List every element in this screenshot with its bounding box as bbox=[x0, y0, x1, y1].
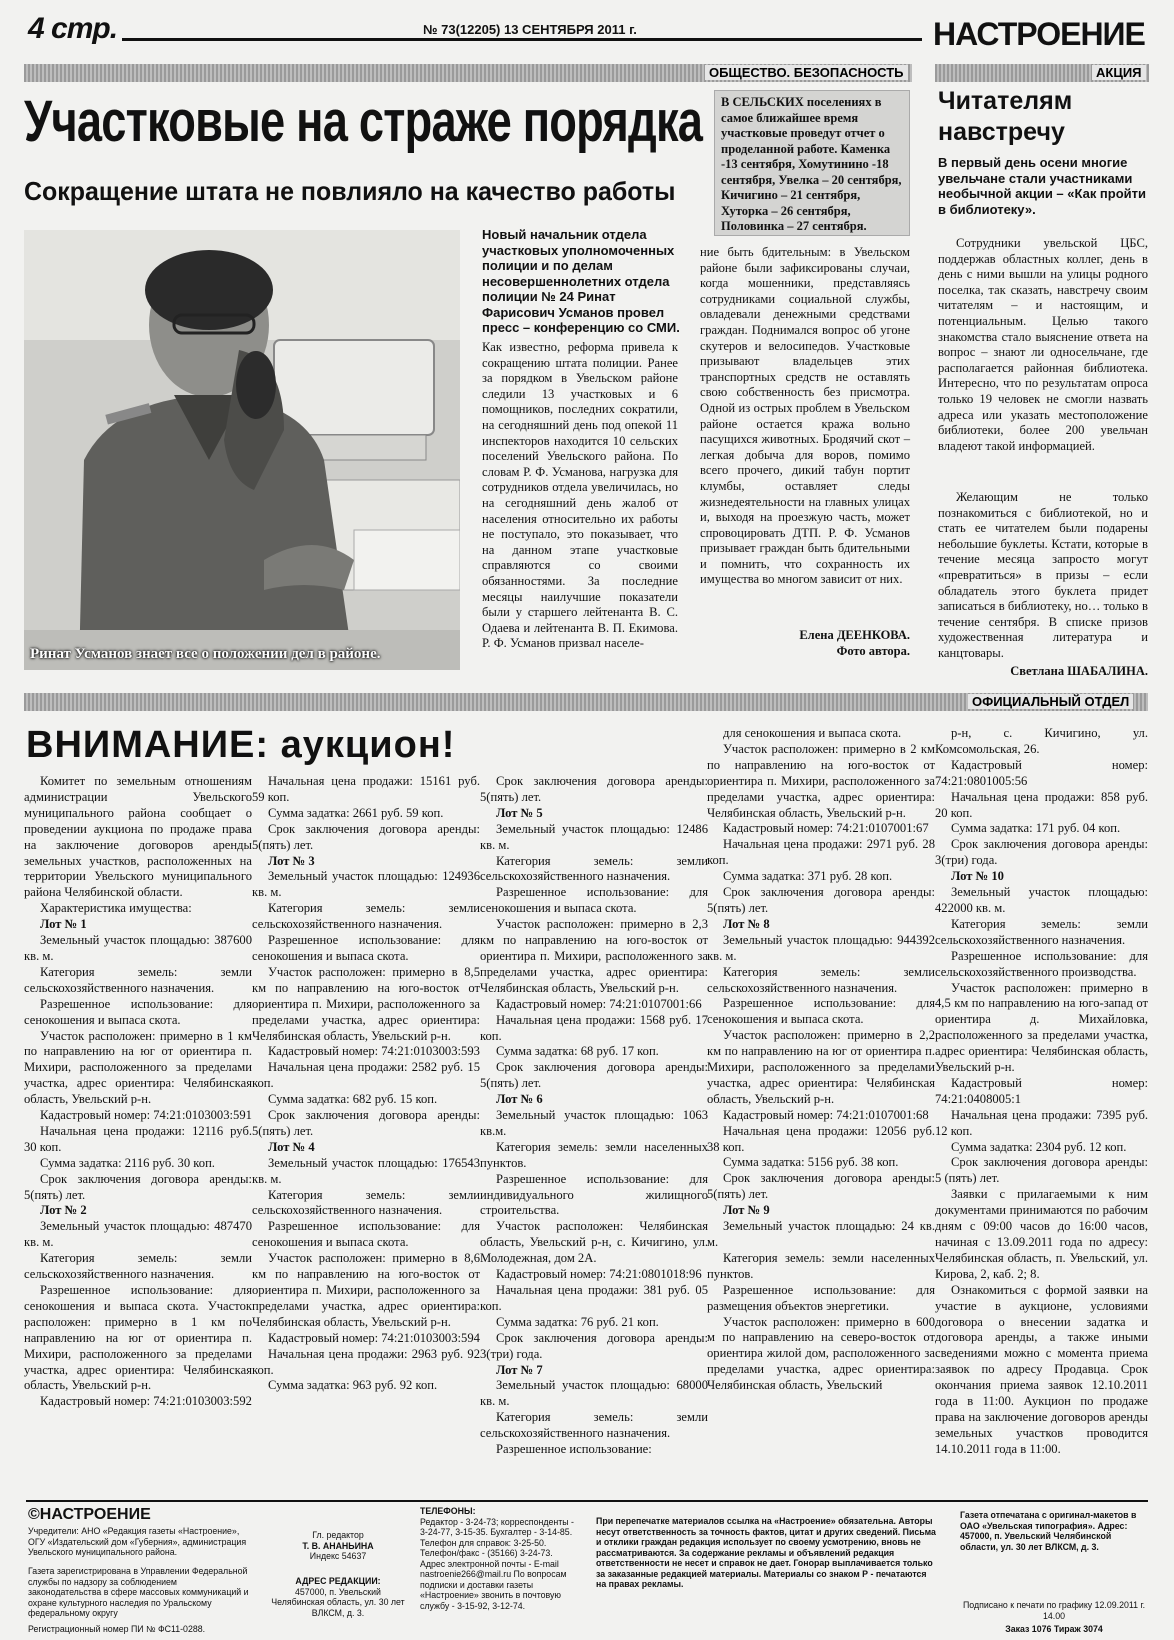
lot-heading: Лот № 8 bbox=[723, 916, 770, 931]
auction-paragraph: Земельный участок площадью: 24 кв. м. bbox=[707, 1219, 935, 1249]
auction-paragraph: Кадастровый номер: 74:21:0107001:66 bbox=[496, 996, 702, 1011]
article-body-col1: Как известно, реформа привела к сокращению штата полиции. Ранее за порядком в Увельском районе следили 13 участковых и 6 помощников, последних сократили, на сегодняшний день под опекой 11 инспекторов находится 10 сельских поселений Увельского района. По словам Р. Ф. Усманова, нагрузка для сотрудников отдела увеличилась, но на сегодняшний день жалоб от населения относительно их работы не поступало, это показывает, что на данном этапе участковые справляются со своими обязанностями. За последние месяцы наилучшие показатели были у старшего лейтенанта В. С. Одаева и лейтенанта В. П. Екимова. Р. Ф. Усманов призвал населе- bbox=[482, 340, 678, 651]
schedule-text: В СЕЛЬСКИХ поселениях в самое ближайшее время участковые проведут отчет о проделанной работе. Каменка -13 сентября, Хомутинино -18 сентября, Увелка – 20 сентября, Кичигино – 21 сентября, Хуторка – 26 сентября, Половинка – 27 сентября. bbox=[721, 95, 902, 233]
auction-paragraph: Кадастровый номер: 74:21:0801018:96 bbox=[496, 1267, 702, 1282]
auction-paragraph: Земельный участок площадью: 944392 кв. м. bbox=[707, 932, 935, 963]
phones-title: ТЕЛЕФОНЫ: bbox=[420, 1506, 476, 1516]
auction-paragraph: Сумма задатка: 963 руб. 92 коп. bbox=[268, 1378, 438, 1393]
side-body-1: Сотрудники увельской ЦБС, поддержав областных коллег, день в день с ними вышли на улицы родного поселка, так сказать, навстречу своим читателям – и настоящим, и потенциальным. Целью такого знакомства стало выяснение ответа на вопрос – знают ли односельчане, где располагается районная библиотека. Интересно, что по результатам опроса только 19 человек не смогли назвать адреса или указать местоположение библиотеки, более 200 увельчан владеют такой информацией. bbox=[938, 236, 1148, 453]
auction-paragraph: Разрешенное использование: для сенокошения и выпаса скота. bbox=[480, 885, 708, 916]
auction-paragraph: Участок расположен: примерно в 8,5 км по направлению на юго-восток от ориентира п. Михири, расположенного за пределами участка, адрес ориентира: Челябинская область, Увельский р-н. bbox=[252, 964, 480, 1043]
auction-paragraph: Разрешенное использование: для сельскохозяйственного производства. bbox=[935, 948, 1148, 979]
auction-paragraph: Кадастровый номер: 74:21:0103003:593 bbox=[268, 1044, 480, 1059]
auction-col-2 bbox=[252, 774, 480, 1394]
auction-paragraph: Срок заключения договора аренды: 5(пять) лет. bbox=[252, 821, 480, 852]
auction-paragraph: Срок заключения договора аренды: 5(пять) лет. bbox=[707, 1171, 935, 1202]
auction-paragraph: Сумма задатка: 2304 руб. 12 коп. bbox=[951, 1139, 1127, 1154]
officer-photo bbox=[24, 230, 460, 670]
auction-paragraph: Участок расположен: примерно в 2,3 км по направлению на юго-восток от ориентира п. Михири, расположенного за пределами участка, адрес ориентира: Челябинская область, Увельский р-н. bbox=[480, 917, 708, 995]
auction-paragraph: Земельный участок площадью: 387600 кв. м. bbox=[24, 933, 252, 963]
auction-paragraph: Срок заключения договора аренды: 5(пять) лет. bbox=[480, 774, 708, 804]
page-number: 4 стр. bbox=[28, 12, 118, 45]
auction-paragraph: Начальная цена продажи: 15161 руб. 59 коп. bbox=[252, 774, 480, 804]
lot-heading: Лот № 4 bbox=[268, 1139, 315, 1154]
auction-paragraph: Разрешенное использование: для сенокошения и выпаса скота. bbox=[252, 1219, 480, 1250]
auction-paragraph: Кадастровый номер: 74:21:0801005:56 bbox=[935, 757, 1148, 788]
auction-paragraph: Категория земель: земли сельскохозяйственного назначения. bbox=[24, 1251, 252, 1282]
side-headline-line1: Читателям bbox=[938, 87, 1073, 115]
article-lead: Новый начальник отдела участковых уполномоченных полиции и по делам несовершеннолетних отдела полиции № 24 Ринат Фарисович Усманов провел пресс – конференцию со СМИ. bbox=[482, 227, 680, 335]
auction-paragraph: Кадастровый номер: 74:21:0103003:591 bbox=[40, 1108, 252, 1123]
auction-paragraph: Ознакомиться с формой заявки на участие в аукционе, условиями договора о внесении задатка и договора аренды, а также иными сведениями можно с момента приема заявок по адресу Продавца. Срок окончания приема заявок 12.10.2011 года в 11:00. Аукцион по продаже права на заключение договоров аренды земельных участков проводится 14.10.2011 года в 11:00. bbox=[935, 1282, 1148, 1456]
auction-paragraph: Начальная цена продажи: 381 руб. 05 коп. bbox=[480, 1283, 708, 1313]
auction-paragraph: Участок расположен: примерно в 2 км по направлению на юго-восток от ориентира п. Михири, расположенного за пределами участка, адрес ориентира: Челябинская область, Увельский р-н. bbox=[707, 741, 935, 820]
auction-paragraph: Категория земель: земли сельскохозяйственного назначения. bbox=[24, 964, 252, 995]
footer-signed: Подписано к печати по графику 12.09.2011 г. 14.00 bbox=[962, 1600, 1146, 1621]
lot-heading: Лот № 9 bbox=[723, 1203, 770, 1218]
photo-illustration bbox=[24, 230, 460, 670]
auction-paragraph: Начальная цена продажи: 12056 руб. 38 коп. bbox=[707, 1123, 935, 1154]
auction-paragraph: Участок расположен: примерно в 1 км по направлению на юг от ориентира п. Михири, расположенного за пределами участка, адрес ориентира: Челябинская область, Увельский р-н. bbox=[24, 1028, 252, 1107]
auction-paragraph: Сумма задатка: 5156 руб. 38 коп. bbox=[723, 1155, 899, 1170]
footer-editor bbox=[268, 1530, 408, 1562]
auction-paragraph: Земельный участок площадью: 12486 кв. м. bbox=[480, 821, 708, 852]
auction-paragraph: Начальная цена продажи: 2582 руб. 15 коп. bbox=[252, 1060, 480, 1091]
auction-paragraph: Кадастровый номер: 74:21:0107001:68 bbox=[723, 1107, 929, 1122]
auction-paragraph: Категория земель: земли сельскохозяйственного назначения. bbox=[480, 1410, 708, 1441]
auction-paragraph: Кадастровый номер: 74:21:0103003:592 bbox=[40, 1394, 252, 1409]
lot-heading: Лот № 6 bbox=[496, 1092, 543, 1107]
auction-paragraph: Характеристика имущества: bbox=[40, 901, 192, 916]
auction-paragraph: Начальная цена продажи: 7395 руб. 12 коп. bbox=[935, 1107, 1148, 1138]
lot-heading: Лот № 7 bbox=[496, 1362, 543, 1377]
auction-paragraph: Участок расположен: Челябинская область, Увельский р-н, с. Кичигино, ул. Молодежная, дом 2А. bbox=[480, 1219, 708, 1266]
editor-name: Т. В. АНАНЬИНА bbox=[302, 1540, 374, 1551]
auction-paragraph: Участок расположен: примерно в 4,5 км по направлению на юго-запад от ориентира д. Михайловка, расположенного за пределами участка, адрес ориентира: Челябинская область, Увельский р-н. bbox=[935, 980, 1148, 1075]
photo-credit: Фото автора. bbox=[836, 644, 910, 658]
newspaper-brand: НАСТРОЕНИЕ bbox=[933, 16, 1145, 52]
footer-notice: При перепечатке материалов ссылка на «Настроение» обязательна. Авторы несут ответственность за точность фактов, цитат и других сведений. Письма и отклики граждан редакция использует по своему усмотрению, вновь не рассматриваются. За содержание рекламы и объявлений редакция ответственности не несет и справок не дает. Гонорар выплачивается только за заказанные редакцией материалы. Материалы со знаком Р - печатаются на правах рекламы. bbox=[596, 1516, 936, 1589]
auction-paragraph: Кадастровый номер: 74:21:0103003:594 bbox=[268, 1330, 480, 1345]
author-signature: Елена ДЕЕНКОВА. bbox=[799, 628, 910, 642]
footer-registration: Газета зарегистрирована в Управлении Федеральной службы по надзору за соблюдением законодательства в сфере массовых коммуникаций и охране культурного наследия по Уральскому федеральному округу bbox=[28, 1566, 249, 1618]
auction-paragraph: Участок расположен: примерно в 2,2 км по направлению на юг от ориентира п. Михири, расположенного за пределами участка, адрес ориентира: Челябинская область, Увельский р-н. bbox=[707, 1028, 935, 1106]
auction-paragraph: Разрешенное использование: для сенокошения и выпаса скота. bbox=[252, 933, 480, 963]
phones-text: Редактор - 3-24-73; корреспонденты - 3-24-77, 3-15-35. Бухгалтер - 3-14-85. Телефон для справок: 3-25-50. Телефон/факс - (35166) 3-24-73. Адрес электронной почты - E-mail nastroenie266@mail.ru По вопросам подписки и доставки газеты «Настроение» звонить в почтовую службу - 3-15-92, 3-12-74. bbox=[420, 1516, 574, 1611]
auction-paragraph: Сумма задатка: 76 руб. 21 коп. bbox=[496, 1314, 659, 1329]
auction-paragraph: Земельный участок площадью: 68000 кв. м. bbox=[480, 1378, 708, 1409]
article-subheadline: Сокращение штата не повлияло на качество работы bbox=[24, 176, 676, 206]
auction-paragraph: Начальная цена продажи: 12116 руб. 30 коп. bbox=[24, 1123, 252, 1154]
rubric-society: ОБЩЕСТВО. БЕЗОПАСНОСТЬ bbox=[705, 65, 908, 80]
footer-order: Заказ 1076 Тираж 3074 bbox=[1005, 1624, 1103, 1634]
address-text: 457000, п. Увельский Челябинская область, ул. 30 лет ВЛКСМ, д. 3. bbox=[271, 1586, 405, 1618]
footer-phones bbox=[420, 1506, 580, 1611]
auction-paragraph: Земельный участок площадью: 176543 кв. м. bbox=[252, 1155, 480, 1186]
header-rule bbox=[122, 38, 922, 41]
auction-col-4 bbox=[707, 726, 935, 1394]
auction-paragraph: Земельный участок площадью: 124936 кв. м. bbox=[252, 869, 480, 900]
article-body-col2: ние быть бдительным: в Увельском районе были зафиксированы случаи, когда мошенники, представляясь сотрудниками социальной службы, овладевали денежными средствами граждан. Поднимался вопрос об угоне скутеров и велосипедов. Участковые призывают владельцев этих транспортных средств не оставлять свою собственность без присмотра. Одной из острых проблем в Увельском районе остается кража вольно пасущихся животных. Бродячий скот – легкая добыча для воров, помимо всего прочего, дикий табун портит клумбы, оставляет следы жизнедеятельности на главных улицах и, выходя на проезжую часть, может спровоцировать ДТП. Р. Ф. Усманов призывает граждан быть бдительными и помнить, что сохранность их имущества во многом зависит от них. bbox=[700, 245, 910, 587]
auction-paragraph: Разрешенное использование: для размещения объектов энергетики. bbox=[707, 1282, 935, 1313]
auction-title: ВНИМАНИЕ: аукцион! bbox=[26, 724, 456, 766]
article-headline: Участковые на страже порядка bbox=[24, 89, 703, 154]
lot-heading: Лот № 5 bbox=[496, 805, 543, 820]
auction-col-3 bbox=[480, 774, 708, 1458]
auction-paragraph: Участок расположен: примерно в 8,6 км по направлению на юго-восток от ориентира п. Михири, расположенного за пределами участка, адрес ориентира: Челябинская область, Увельский р-н. bbox=[252, 1251, 480, 1329]
rubric-official: ОФИЦИАЛЬНЫЙ ОТДЕЛ bbox=[968, 694, 1133, 709]
auction-paragraph: Разрешенное использование: для сенокошения и выпаса скота. bbox=[707, 996, 935, 1027]
footer-printing: Газета отпечатана с оригинал-макетов в ОАО «Увельская типография». Адрес: 457000, п. Увельский Челябинской области, ул. 30 лет ВЛКСМ, д. 3. bbox=[960, 1510, 1137, 1552]
auction-paragraph: Категория земель: земли населенных пунктов. bbox=[707, 1250, 935, 1281]
auction-col-1 bbox=[24, 774, 252, 1410]
auction-paragraph: Срок заключения договора аренды: 3(три) года. bbox=[935, 837, 1148, 868]
footer-address bbox=[268, 1576, 408, 1618]
auction-paragraph: Категория земель: земли сельскохозяйственного назначения. bbox=[480, 853, 708, 884]
footer-reg-number: Регистрационный номер ПИ № ФС11-0288. bbox=[28, 1624, 206, 1634]
subscription-index: Индекс 54637 bbox=[309, 1551, 367, 1561]
auction-paragraph: Начальная цена продажи: 2971 руб. 28 коп. bbox=[707, 837, 935, 868]
auction-paragraph: Категория земель: земли сельскохозяйственного назначения. bbox=[252, 901, 480, 932]
auction-paragraph: Срок заключения договора аренды: 3(три) года. bbox=[480, 1330, 708, 1361]
auction-paragraph: Сумма задатка: 682 руб. 15 коп. bbox=[268, 1092, 438, 1107]
auction-col-5 bbox=[935, 726, 1148, 1458]
lot-heading: Лот № 2 bbox=[40, 1203, 87, 1218]
auction-paragraph: Сумма задатка: 171 руб. 04 коп. bbox=[951, 821, 1121, 836]
auction-paragraph: р-н, с. Кичигино, ул. Комсомольская, 26. bbox=[935, 726, 1148, 756]
rubric-action: АКЦИЯ bbox=[1092, 65, 1146, 80]
photo-caption: Ринат Усманов знает все о положении дел в районе. bbox=[30, 646, 381, 662]
auction-paragraph: Сумма задатка: 2661 руб. 59 коп. bbox=[268, 805, 444, 820]
auction-paragraph: Участок расположен: примерно в 600 м по направлению на северо-восток от ориентира жилой дом, расположенного за пределами участка, адрес ориентира: Челябинская область, Увельский bbox=[707, 1314, 935, 1393]
auction-paragraph: Земельный участок площадью: 487470 кв. м. bbox=[24, 1219, 252, 1250]
auction-paragraph: Срок заключения договора аренды: 5(пять) лет. bbox=[252, 1108, 480, 1138]
auction-paragraph: Сумма задатка: 371 руб. 28 коп. bbox=[723, 869, 893, 884]
auction-paragraph: Разрешенное использование: bbox=[496, 1442, 652, 1457]
side-headline bbox=[938, 86, 1072, 148]
side-headline-line2: навстречу bbox=[938, 118, 1065, 146]
auction-paragraph: Начальная цена продажи: 858 руб. 20 коп. bbox=[935, 789, 1148, 820]
footer-founders: Учредители: АНО «Редакция газеты «Настроение», ОГУ «Издательский дом «Губерния», администрация Увельского муниципального района. bbox=[28, 1526, 247, 1557]
side-lead: В первый день осени многие увельчане стали участниками необычной акции – «Как пройти в библиотеку». bbox=[938, 155, 1147, 217]
lot-heading: Лот № 10 bbox=[951, 869, 1004, 884]
issue-info: № 73(12205) 13 СЕНТЯБРЯ 2011 г. bbox=[423, 22, 637, 37]
auction-paragraph: Земельный участок площадью: 422000 кв. м. bbox=[935, 885, 1148, 915]
auction-paragraph: Срок заключения договора аренды: 5(пять) лет. bbox=[24, 1171, 252, 1202]
auction-paragraph: Разрешенное использование: для сенокошения и выпаса скота. Участок расположен: примерно в 1 км по направлению на юг от ориентира п. Михири, расположенного за пределами участка, адрес ориентира: Челябинская область, Увельский р-н. bbox=[24, 1283, 252, 1393]
editor-title: Гл. редактор bbox=[312, 1530, 364, 1540]
auction-paragraph: Кадастровый номер: 74:21:0107001:67 bbox=[723, 821, 929, 836]
auction-paragraph: Срок заключения договора аренды: 5 (пять) лет. bbox=[935, 1155, 1148, 1186]
auction-paragraph: Земельный участок площадью: 1063 кв.м. bbox=[480, 1108, 708, 1138]
side-body-2: Желающим не только познакомиться с библиотекой, но и стать ее читателем были подарены небольшие буклеты. Кстати, которые в течение месяца запросто могут «превратиться» в призы – если обладатель этого буклета придет записаться в библиотеку, но… только в течение сентября. В списке призов художественная литература и канцтовары. bbox=[938, 490, 1148, 660]
auction-paragraph: Срок заключения договора аренды: 5(пять) лет. bbox=[480, 1060, 708, 1091]
side-author: Светлана ШАБАЛИНА. bbox=[1010, 664, 1148, 678]
auction-paragraph: Комитет по земельным отношениям администрации Увельского муниципального района сообщает о проведении аукциона по продаже права на заключение договоров аренды земельных участков, расположенных на территории Увельского муниципального района Челябинской области. bbox=[24, 774, 252, 900]
auction-paragraph: Кадастровый номер: 74:21:0408005:1 bbox=[935, 1075, 1148, 1106]
auction-paragraph: Начальная цена продажи: 1568 руб. 17 коп. bbox=[480, 1012, 708, 1043]
auction-paragraph: Сумма задатка: 68 руб. 17 коп. bbox=[496, 1044, 659, 1059]
auction-paragraph: Разрешенное использование: для индивидуального жилищного строительства. bbox=[480, 1171, 708, 1218]
address-title: АДРЕС РЕДАКЦИИ: bbox=[295, 1576, 381, 1586]
auction-paragraph: Заявки с прилагаемыми к ним документами принимаются по рабочим дням с 09:00 часов до 16:00 часов, начиная с 13.09.2011 года по адресу: Челябинская область, п. Увельский, ул. Кирова, 2, каб. 2; 8. bbox=[935, 1187, 1148, 1281]
auction-paragraph: Категория земель: земли сельскохозяйственного назначения. bbox=[707, 964, 935, 995]
schedule-box bbox=[714, 90, 910, 236]
auction-paragraph: Категория земель: земли сельскохозяйственного назначения. bbox=[252, 1187, 480, 1218]
auction-paragraph: Начальная цена продажи: 2963 руб. 92 коп. bbox=[252, 1346, 480, 1377]
auction-paragraph: Разрешенное использование: для сенокошения и выпаса скота. bbox=[24, 996, 252, 1027]
lot-heading: Лот № 1 bbox=[40, 917, 87, 932]
auction-paragraph: Сумма задатка: 2116 руб. 30 коп. bbox=[40, 1155, 215, 1170]
auction-paragraph: Категория земель: земли населенных пунктов. bbox=[480, 1139, 708, 1170]
lot-heading: Лот № 3 bbox=[268, 853, 315, 868]
auction-paragraph: Срок заключения договора аренды: 5(пять) лет. bbox=[707, 885, 935, 915]
footer-rule bbox=[26, 1500, 1148, 1502]
auction-paragraph: для сенокошения и выпаса скота. bbox=[723, 726, 902, 740]
auction-paragraph: Категория земель: земли сельскохозяйственного назначения. bbox=[935, 916, 1148, 947]
footer-brand: ©НАСТРОЕНИЕ bbox=[28, 1506, 151, 1523]
